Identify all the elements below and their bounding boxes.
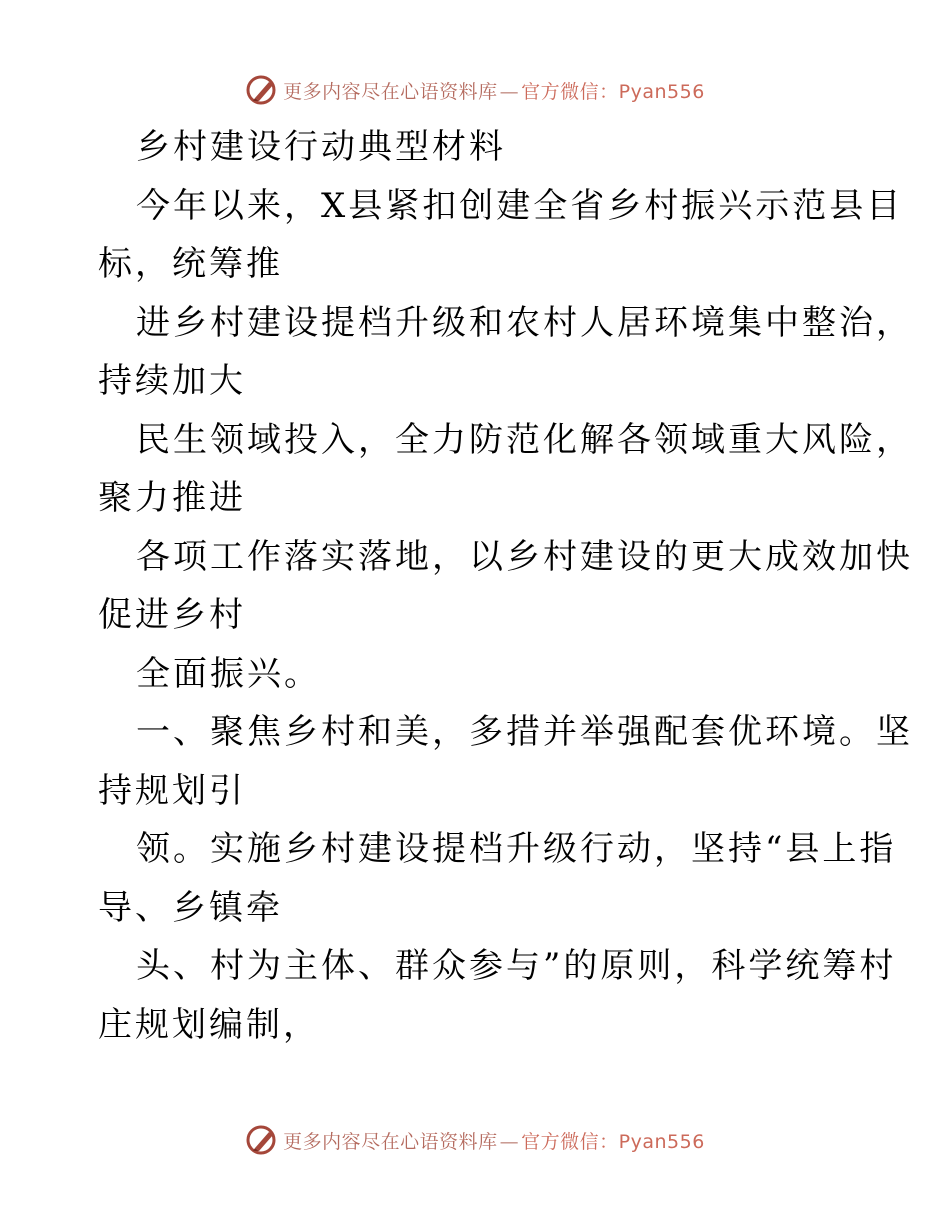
text-line: 标，统筹推 xyxy=(98,244,283,284)
watermark-wechat: 官方微信：Pyan556 xyxy=(521,80,705,103)
text-line: 领。实施乡村建设提档升级行动，坚持“县上指 xyxy=(136,829,897,869)
text-line: 民生领域投入，全力防范化解各领域重大风险， xyxy=(136,419,913,460)
pen-logo-icon xyxy=(245,73,279,107)
pen-logo-icon xyxy=(245,1123,279,1157)
text-line: 聚力推进 xyxy=(98,478,246,518)
watermark-text xyxy=(283,77,705,104)
document-title: 乡村建设行动典型材料 xyxy=(136,127,506,167)
watermark-wechat: 官方微信：Pyan556 xyxy=(521,1130,705,1153)
text-line: 各项工作落实落地，以乡村建设的更大成效加快 xyxy=(136,536,913,577)
text-line: 导、乡镇牵 xyxy=(98,887,283,928)
watermark-header xyxy=(0,70,950,110)
text-line: 持规划引 xyxy=(98,770,246,811)
watermark-library: 更多内容尽在心语资料库 xyxy=(283,80,498,103)
document-body xyxy=(98,118,913,1054)
section-heading-line: 一、聚焦乡村和美，多措并举强配套优环境。坚 xyxy=(136,712,913,752)
watermark-library: 更多内容尽在心语资料库 xyxy=(283,1130,498,1153)
text-line: 进乡村建设提档升级和农村人居环境集中整治， xyxy=(136,302,913,343)
text-line: 今年以来，X县紧扣创建全省乡村振兴示范县目 xyxy=(136,185,904,226)
text-line: 全面振兴。 xyxy=(136,653,321,694)
watermark-dash: — xyxy=(499,80,520,103)
watermark-text xyxy=(283,1127,705,1154)
watermark-dash: — xyxy=(499,1130,520,1153)
text-line: 持续加大 xyxy=(98,361,246,401)
text-line: 促进乡村 xyxy=(98,595,246,635)
text-line: 头、村为主体、群众参与”的原则，科学统筹村 xyxy=(136,946,897,986)
text-line: 庄规划编制， xyxy=(98,1004,320,1045)
watermark-footer xyxy=(0,1120,950,1160)
